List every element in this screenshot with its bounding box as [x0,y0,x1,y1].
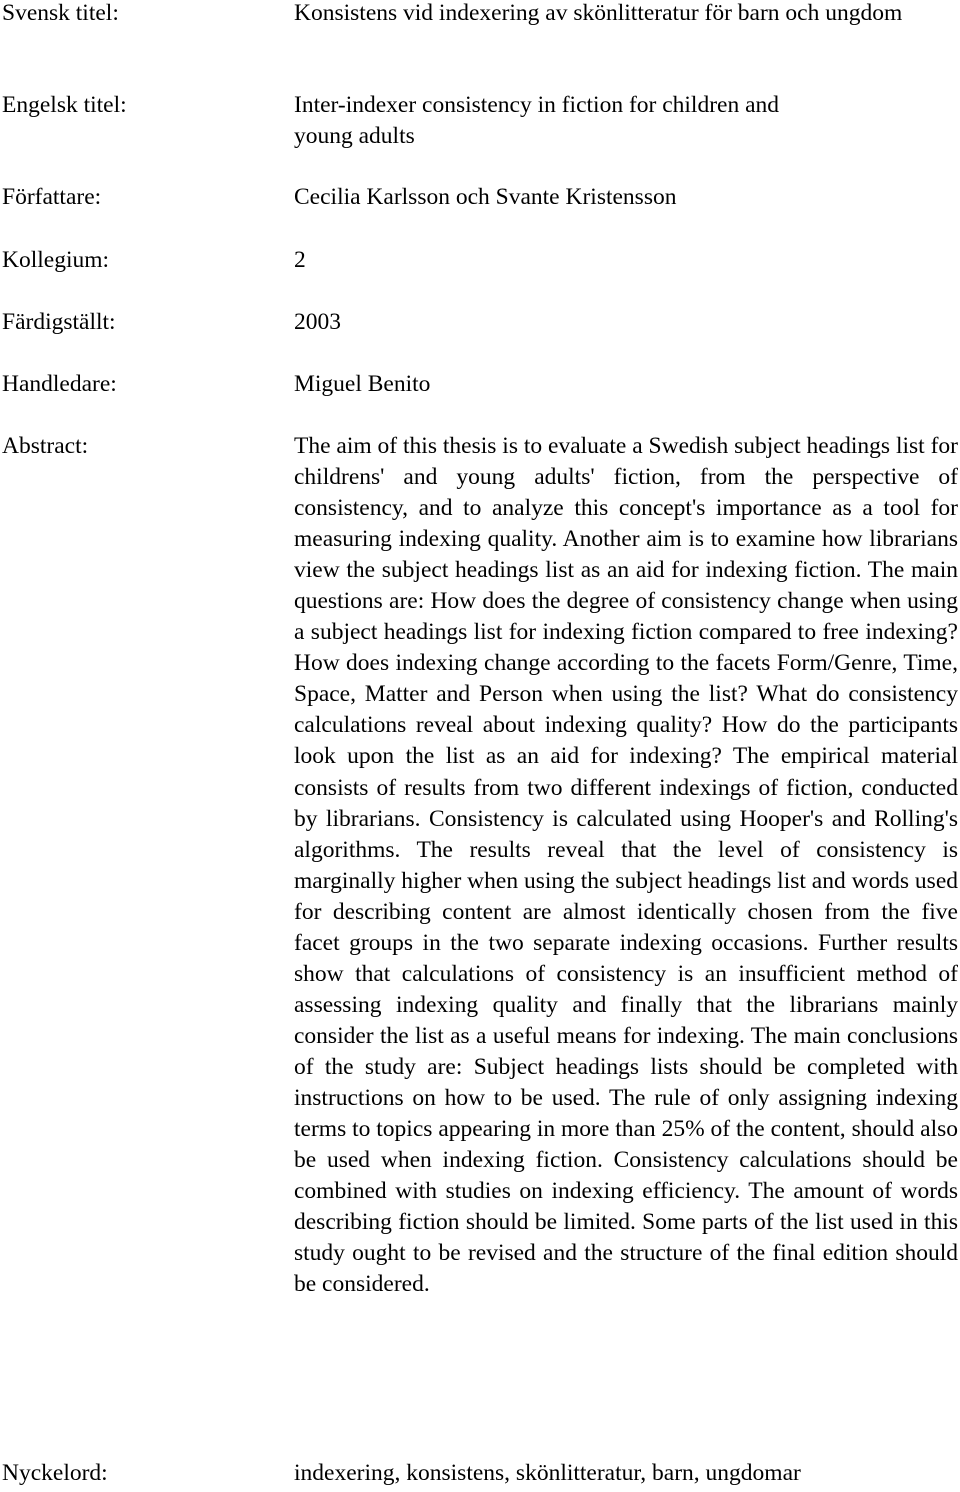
authors-value: Cecilia Karlsson och Svante Kristensson [294,184,677,210]
english-title-value: Inter-indexer consistency in fiction for children and young adults [294,92,780,149]
swedish-title-label: Svensk titel: [2,0,119,26]
abstract-text: The aim of this thesis is to evaluate a Swedish subject headings list for childrens' and young adults' fiction, from the perspective of consistency, and to analyze this concept's importance as a tool for measuring indexing quality. Another aim is to examine how librarians view the subject headings list as an aid for indexing fiction. The main questions are: How does the degree of consistency change when using a subject headings list for indexing fiction compared to free indexing? How does indexing change according to the facets Form/Genre, Time, Space, Matter and Person when using the list? What do consistency calculations reveal about indexing quality? How do the participants look upon the list as an aid for indexing? The empirical material consists of results from two different indexings of fiction, conducted by librarians. Consistency is calculated using Hooper's and Rolling's algorithms. The results reveal that the level of consistency is marginally higher when using the subject headings list and words used for describing content are almost identically chosen from the five facet groups in the two separate indexing occasions. Further results show that calculations of consistency is an insufficient method of assessing indexing quality and finally that the librarians mainly consider the list as a useful means for indexing. The main conclusions of the study are: Subject headings lists should be completed with instructions on how to be used. The rule of only assigning indexing terms to topics appearing in more than 25% of the content, should also be used when indexing fiction. Consistency calculations should be combined with studies on indexing efficiency. The amount of words describing fiction should be limited. Some parts of the list used in this study ought to be revised and the structure of the final edition should be considered. [294,433,958,1298]
completed-value: 2003 [294,309,341,335]
kollegium-value: 2 [294,247,306,273]
keywords-value: indexering, konsistens, skönlitteratur, barn, ungdomar [294,1460,801,1486]
swedish-title-value: Konsistens vid indexering av skönlitteratur för barn och ungdom [294,0,903,26]
keywords-label: Nyckelord: [2,1460,108,1486]
supervisor-value: Miguel Benito [294,371,431,397]
completed-label: Färdigställt: [2,309,116,335]
kollegium-label: Kollegium: [2,247,110,273]
english-title-label: Engelsk titel: [2,92,127,118]
supervisor-label: Handledare: [2,371,117,397]
abstract-label: Abstract: [2,433,89,459]
authors-label: Författare: [2,184,102,210]
